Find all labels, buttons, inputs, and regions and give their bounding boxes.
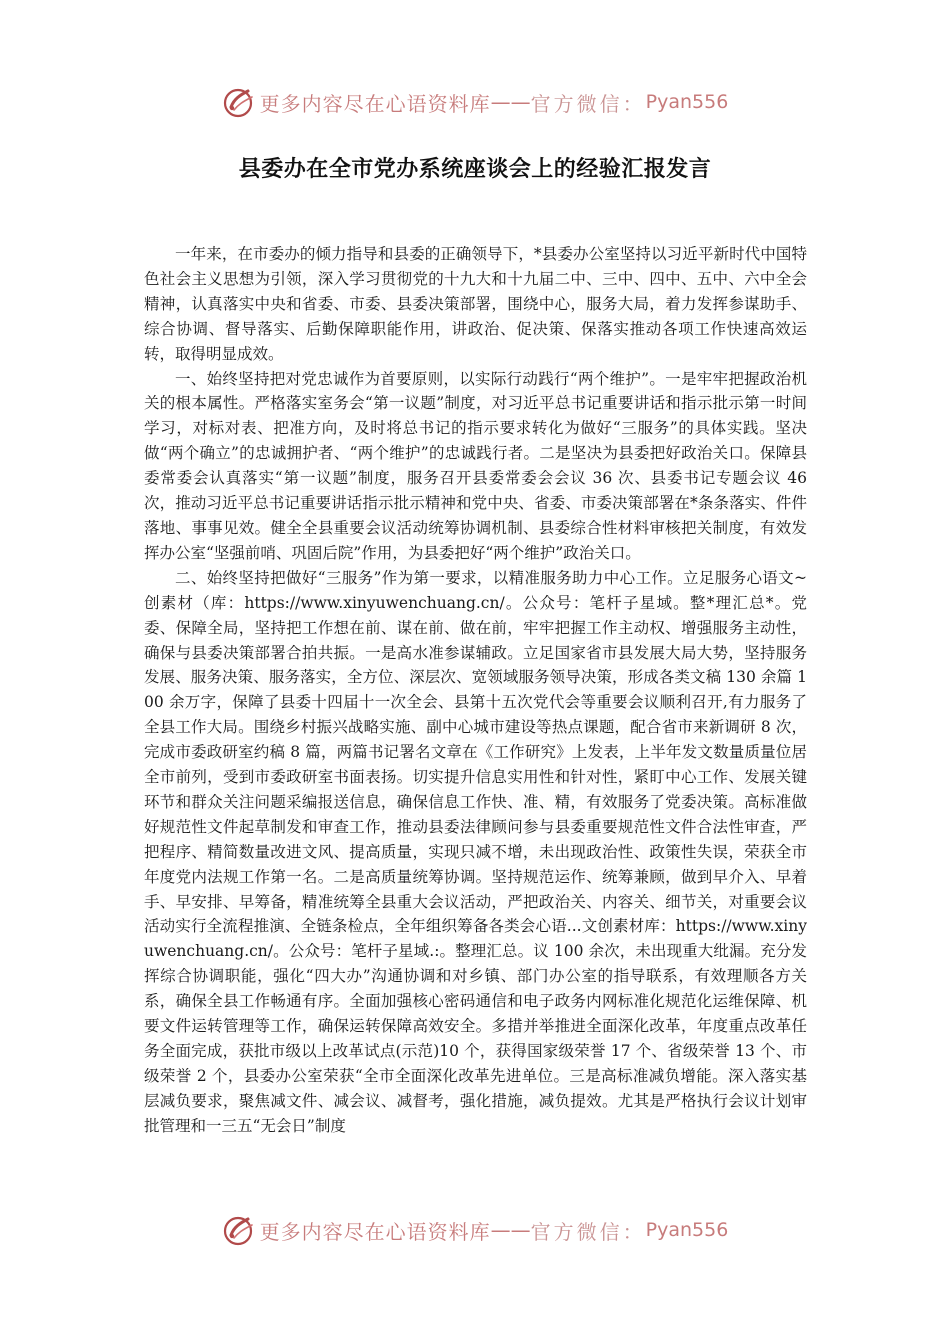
paragraph-section-2: 二、始终坚持把做好“三服务”作为第一要求，以精准服务助力中心工作。立足服务心语文~创素材（库：https://www.xinyuwenchuang.cn/。公众号：笔杆子星域。整*理汇总*。党委、保障全局，坚持把工作想在前、谋在前、做在前，牢牢把握工作主动权、增强服务主动性，确保与县委决策部署合拍共振。一是高水准参谋辅政。立足国家省市县发展大局大势，坚持服务发展、服务决策、服务落实，全方位、深层次、宽领域服务领导决策，形成各类文稿 130 余篇 100 余万字，保障了县委十四届十一次全会、县第十五次党代会等重要会议顺利召开,有力服务了全县工作大局。围绕乡村振兴战略实施、副中心城市建设等热点课题，配合省市来新调研 8 次，完成市委政研室约稿 8 篇，两篇书记署名文章在《工作研究》上发表，上半年发文数量质量位居全市前列，受到市委政研室书面表扬。切实提升信息实用性和针对性，紧盯中心工作、发展关键环节和群众关注问题采编报送信息，确保信息工作快、准、精，有效服务了党委决策。高标准做好规范性文件起草制发和审查工作，推动县委法律顾问参与县委重要规范性文件合法性审查，严把程序、精简数量改进文风、提高质量，实现只减不增，未出现政治性、政策性失误，荣获全市年度党内法规工作第一名。二是高质量统筹协调。坚持规范运作、统筹兼顾，做到早介入、早着手、早安排、早筹备，精准统筹全县重大会议活动，严把政治关、内容关、细节关，对重要会议活动实行全流程推演、全链条检点，全年组织筹备各类会心语...文创素材库：https://www.xinyuwenchuang.cn/。公众号：笔杆子星域.:。整理汇总。议 100 余次，未出现重大纰漏。充分发挥综合协调职能，强化“四大办”沟通协调和对乡镇、部门办公室的指导联系，有效理顺各方关系，确保全县工作畅通有序。全面加强核心密码通信和电子政务内网标准化规范化运维保障、机要文件运转管理等工作，确保运转保障高效安全。多措并举推进全面深化改革，年度重点改革任务全面完成，获批市级以上改革试点(示范)10 个，获得国家级荣誉 17 个、省级荣誉 13 个、市级荣誉 2 个，县委办公室荣获“全市全面深化改革先进单位。三是高标准减负增能。深入落实基层减负要求，聚焦减文件、减会议、减督考，强化措施，减负提效。尤其是严格执行会议计划审批管理和一三五“无会日”制度 (144, 568, 807, 1135)
banner-text: 更多内容尽在心语资料库 (259, 1219, 491, 1244)
document-body (144, 242, 807, 1139)
footer-banner (0, 1210, 950, 1250)
banner-dash: —— (490, 90, 531, 114)
brush-logo-icon (222, 85, 256, 119)
banner-dash: —— (490, 1218, 531, 1242)
banner-text: 更多内容尽在心语资料库 (259, 91, 491, 116)
banner-handle: Pyan556 (645, 1219, 729, 1241)
banner-label: 官方微信： (530, 1219, 646, 1244)
banner-handle: Pyan556 (645, 91, 729, 113)
paragraph-section-1: 一、始终坚持把对党忠诚作为首要原则，以实际行动践行“两个维护”。一是牢牢把握政治机关的根本属性。严格落实室务会“第一议题”制度，对习近平总书记重要讲话和指示批示第一时间学习，对标对表、把准方向，及时将总书记的指示要求转化为做好“三服务”的具体实践。坚决做“两个确立”的忠诚拥护者、“两个维护”的忠诚践行者。二是坚决为县委把好政治关口。保障县委常委会认真落实“第一议题”制度，服务召开县委常委会会议 36 次、县委书记专题会议 46 次，推动习近平总书记重要讲话指示批示精神和党中央、省委、市委决策部署在*条条落实、件件落地、事事见效。健全全县重要会议活动统筹协调机制、县委综合性材料审核把关制度，有效发挥办公室“坚强前哨、巩固后院”作用，为县委把好“两个维护”政治关口。 (144, 369, 807, 562)
brush-logo-icon (222, 1213, 256, 1247)
header-banner (0, 82, 950, 122)
paragraph-intro: 一年来，在市委办的倾力指导和县委的正确领导下，*县委办公室坚持以习近平新时代中国特色社会主义思想为引领，深入学习贯彻党的十九大和十九届二中、三中、四中、五中、六中全会精神，认真落实中央和省委、市委、县委决策部署，围绕中心，服务大局，着力发挥参谋助手、综合协调、督导落实、后勤保障职能作用，讲政治、促决策、保落实推动各项工作快速高效运转，取得明显成效。 (144, 245, 807, 363)
banner-label: 官方微信： (530, 91, 646, 116)
document-title: 县委办在全市党办系统座谈会上的经验汇报发言 (238, 157, 712, 182)
